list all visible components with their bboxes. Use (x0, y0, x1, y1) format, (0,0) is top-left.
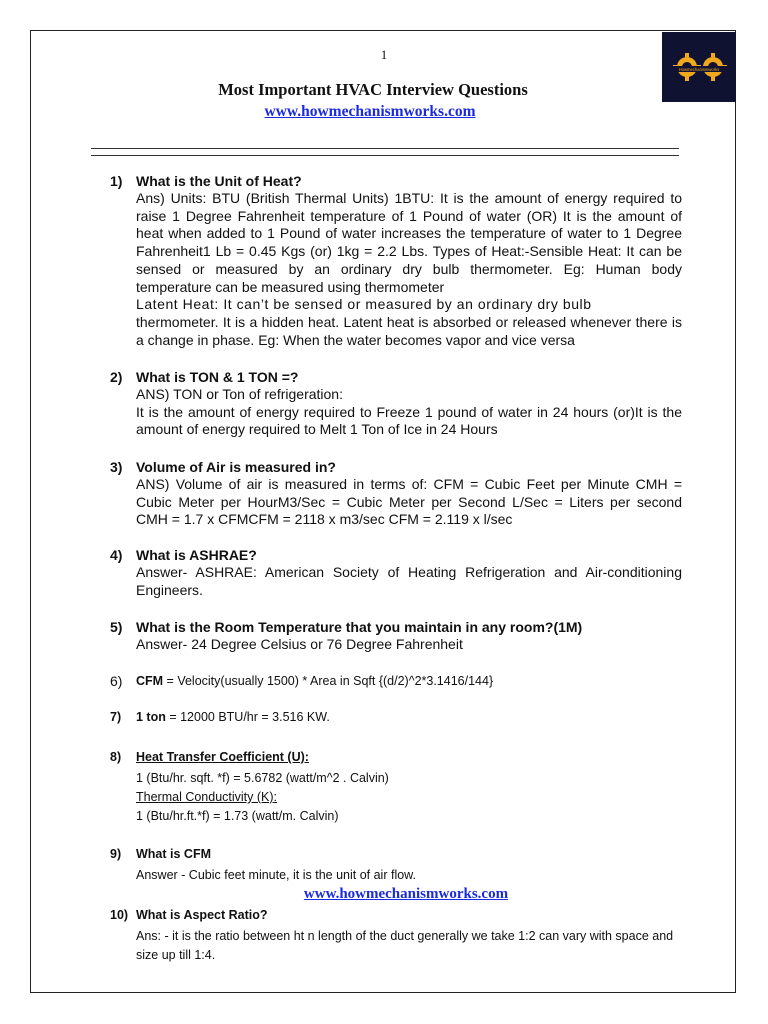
answer (110, 190, 682, 349)
answer-text: It is the amount of energy required to Freeze 1 pound of water in 24 hours (or)It is the amount of energy required to Melt 1 Ton of Ice in 24 Hours (136, 403, 682, 438)
question-text: Volume of Air is measured in? (136, 459, 336, 475)
answer-text: Answer - Cubic feet minute, it is the unit of air flow. (136, 868, 416, 882)
answer (110, 386, 682, 439)
question-9 (110, 845, 682, 885)
answer-text: ANS) TON or Ton of refrigeration: (136, 386, 343, 402)
question-number: 8) (110, 750, 122, 764)
question-10 (110, 906, 682, 965)
page-title: Most Important HVAC Interview Questions (218, 80, 528, 99)
question-number: 10) (110, 908, 129, 922)
answer (110, 927, 682, 965)
answer-text: Ans: - it is the ratio between ht n length of the duct generally we take 1:2 can vary with space and size up till 1:4. (136, 929, 674, 962)
question-text: What is the Room Temperature that you maintain in any room?(1M) (136, 619, 583, 635)
formula-term: 1 ton (136, 710, 166, 724)
logo-text: Howmechanismworks (678, 67, 720, 72)
answer-text: Ans) Units: BTU (British Thermal Units) 1BTU: It is the amount of energy required to raise 1 Degree Fahrenheit temperature of 1 Pound of water (OR) It is the amount of heat when added to 1 Pound of water increases the temperature of water to 1 Degree Fahrenheit1 Lb = 0.45 Kgs (or) 1kg = 2.2 Lbs. Types of Heat:-Sensible Heat: It can be sensed or measured by an ordinary dry bulb thermometer. Eg: Human body temperature can be measured using thermometer (136, 190, 682, 295)
question-number: 9) (110, 847, 122, 861)
answer-text: thermometer. It is a hidden heat. Latent heat is absorbed or released whenever there is a change in phase. Eg: When the water becomes vapor and vice versa (136, 313, 682, 348)
question-text: What is Aspect Ratio? (136, 908, 268, 922)
site-link-footer[interactable]: www.howmechanismworks.com (303, 886, 509, 902)
question-number: 2) (110, 369, 123, 385)
question-number: 7) (110, 710, 122, 724)
answer-text: 1 (Btu/hr.ft.*f) = 1.73 (watt/m. Calvin) (136, 809, 339, 823)
formula-text: = 12000 BTU/hr = 3.516 KW. (165, 710, 330, 724)
question-number: 3) (110, 459, 123, 475)
question-6 (110, 672, 682, 690)
answer-subheading: Thermal Conductivity (K): (136, 790, 278, 804)
question-2 (110, 368, 682, 439)
formula-term: CFM (136, 674, 164, 688)
answer-text: ANS) Volume of air is measured in terms of: CFM = Cubic Feet per Minute CMH = Cubic Meter per HourM3/Sec = Cubic Meter per Second L/Sec = Liters per second CMH = 1.7 x CFMCFM = 2118 x m3/sec CFM = 2.119 x l/sec (136, 476, 682, 528)
question-text: What is the Unit of Heat? (136, 173, 302, 189)
question-4 (110, 546, 682, 599)
question-number: 1) (110, 173, 123, 189)
question-3 (110, 458, 682, 529)
page-number: 1 (380, 47, 388, 62)
question-5 (110, 618, 682, 654)
header-divider-top (91, 148, 679, 149)
answer (110, 476, 682, 529)
answer (110, 866, 682, 885)
question-number: 6) (110, 673, 123, 689)
question-number: 4) (110, 547, 123, 563)
answer-text: Answer- ASHRAE: American Society of Heating Refrigeration and Air-conditioning Engineers. (136, 564, 682, 598)
formula-text: = Velocity(usually 1500) * Area in Sqft {(d/2)^2*3.1416/144} (163, 674, 494, 688)
answer (110, 636, 682, 654)
answer-text: 1 (Btu/hr. sqft. *f) = 5.6782 (watt/m^2 . Calvin) (136, 771, 389, 785)
site-link[interactable]: www.howmechanismworks.com (264, 103, 476, 120)
question-number: 5) (110, 619, 123, 635)
question-text: What is TON & 1 TON =? (136, 369, 299, 385)
answer-text: Latent Heat: It can’t be sensed or measured by an ordinary dry bulb (136, 296, 592, 313)
question-text: What is ASHRAE? (136, 547, 257, 563)
header-divider-bottom (91, 155, 679, 156)
question-8 (110, 748, 682, 826)
question-7 (110, 708, 682, 726)
question-text: What is CFM (136, 847, 211, 861)
question-text: Heat Transfer Coefficient (U): (136, 750, 309, 764)
answer-text: Answer- 24 Degree Celsius or 76 Degree Fahrenheit (136, 636, 463, 652)
answer (110, 564, 682, 599)
answer (110, 769, 682, 826)
question-1 (110, 172, 682, 349)
